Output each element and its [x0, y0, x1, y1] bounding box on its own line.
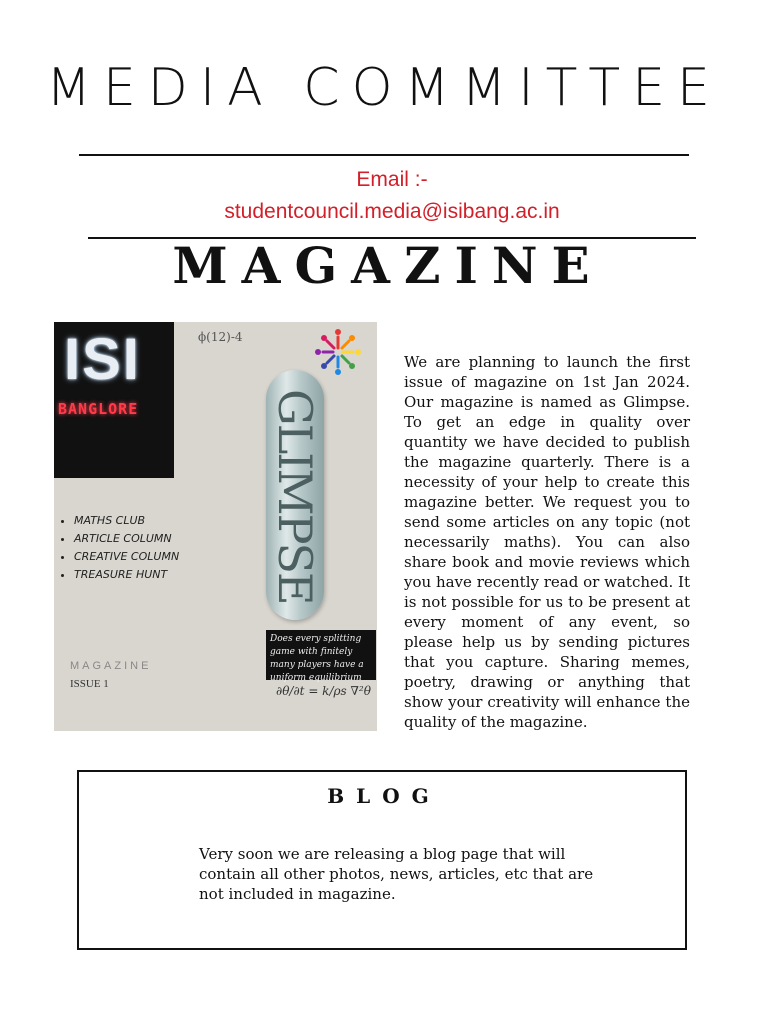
people-circle-icon: [312, 326, 364, 378]
cover-list-item: • TREASURE HUNT: [74, 566, 179, 584]
cover-list: [60, 512, 179, 584]
blog-description: Very soon we are releasing a blog page that will contain all other photos, news, articles, etc that are not included in magazine.: [199, 845, 594, 903]
blog-heading: BLOG: [327, 784, 441, 808]
cover-balloon-title: GLIMPSE: [268, 388, 322, 604]
cover-magazine-label: MAGAZINE: [70, 660, 152, 672]
cover-equation: ∂θ/∂t = k/ρs ∇²θ: [276, 684, 371, 698]
cover-quote: Does every splitting game with finitely many players have a uniform equilibrium: [266, 630, 376, 680]
magazine-heading: MAGAZINE: [172, 236, 604, 295]
cover-isi-logo: ISI: [64, 327, 141, 392]
magazine-description: We are planning to launch the first issue of magazine on 1st Jan 2024. Our magazine is named as Glimpse. To get an edge in quality over quantity we have decided to publish the magazine quarterly. There is a necessity of your help to create this magazine better. We request you to send some articles on any topic (not necessarily maths). You can also share book and movie reviews which you have recently read or watched. It is not possible for us to be present at every moment of any event, so please help us by sending pictures that you capture. Sharing memes, poetry, drawing or anything that show your creativity will enhance the quality of the magazine.: [404, 353, 690, 731]
cover-issue: ISSUE 1: [70, 678, 109, 690]
cover-list-item: • CREATIVE COLUMN: [74, 548, 179, 566]
page-title: MEDIA COMMITTEE: [46, 58, 722, 118]
email-label: Email :-: [356, 168, 428, 191]
magazine-cover-image: [54, 322, 377, 731]
cover-list-item: • ARTICLE COLUMN: [74, 530, 179, 548]
cover-list-item: • MATHS CLUB: [74, 512, 179, 530]
blog-section: [77, 770, 687, 950]
cover-code: ϕ(12)-4: [198, 330, 243, 344]
cover-banglore-text: BANGLORE: [58, 400, 139, 418]
email-address-link[interactable]: studentcouncil.media@isibang.ac.in: [224, 200, 560, 223]
divider-top: [79, 154, 689, 156]
